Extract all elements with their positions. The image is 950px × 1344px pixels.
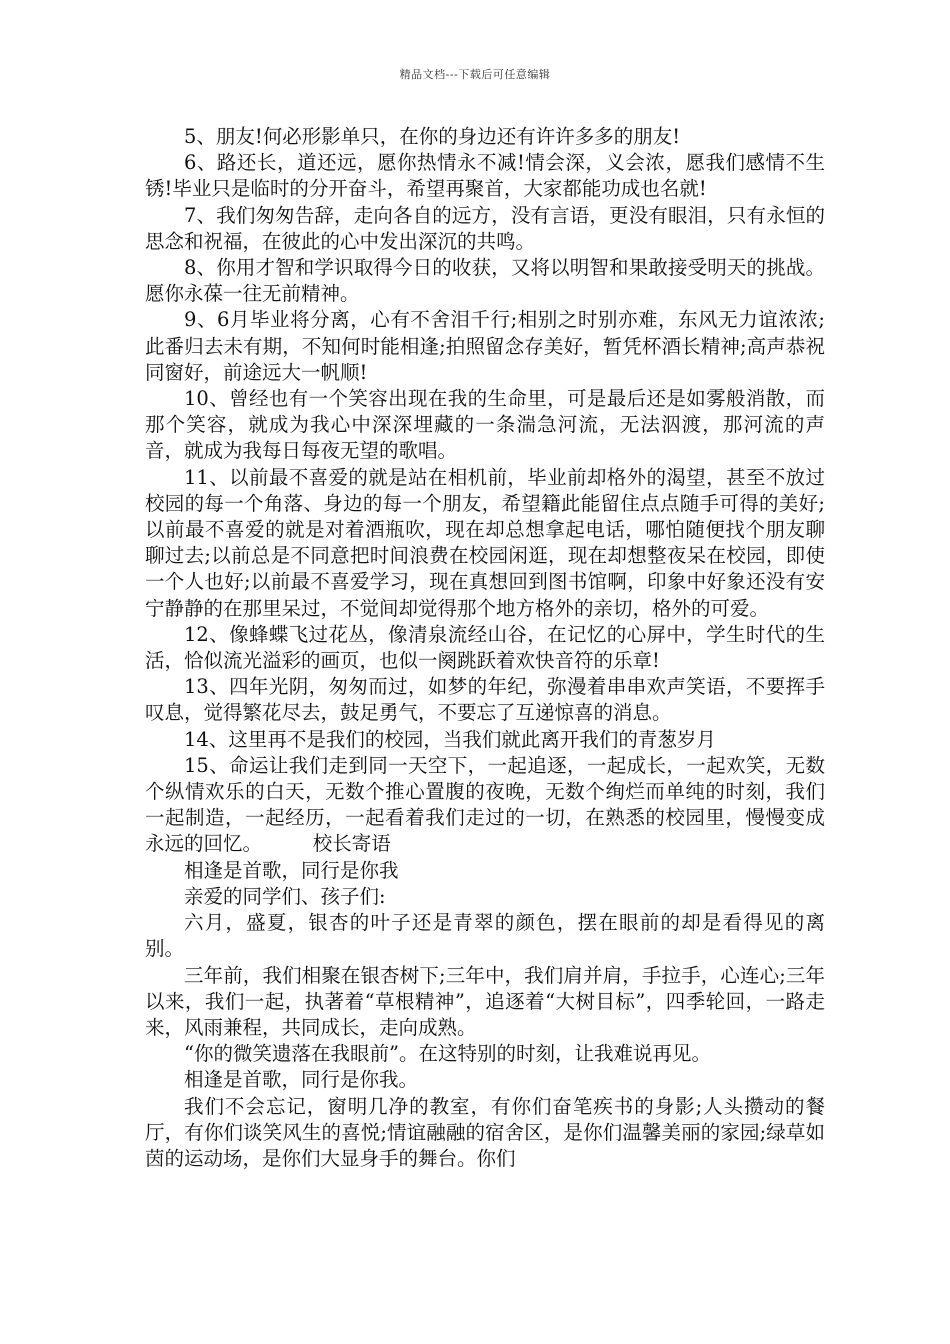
paragraph-6: 6、路还长，道还远，愿你热情永不减!情会深，义会浓，愿我们感情不生锈!毕业只是临时的分开奋斗，希望再聚首，大家都能功成也名就!: [145, 151, 825, 201]
letter-paragraph-3: “你的微笑遗落在我眼前”。在这特别的时刻，让我难说再见。: [184, 1042, 711, 1066]
letter-paragraph-4: 相逢是首歌，同行是你我。: [184, 1068, 419, 1092]
paragraph-10: 10、曾经也有一个笑容出现在我的生命里，可是最后还是如雾般消散，而那个笑容，就成为我心中深深埋藏的一条湍急河流，无法泅渡，那河流的声音，就成为我每日每夜无望的歌唱。: [145, 387, 825, 463]
paragraph-5: 5、朋友!何必形影单只，在你的身边还有许许多多的朋友!: [184, 125, 681, 148]
paragraph-15: [145, 753, 825, 858]
paragraph-12: 12、像蜂蝶飞过花丛，像清泉流经山谷，在记忆的心屏中，学生时代的生活，恰似流光溢彩的画页，也似一阕跳跃着欢快音符的乐章!: [145, 622, 825, 673]
paragraph-8: 8、你用才智和学识取得今日的收获，又将以明智和果敢接受明天的挑战。愿你永葆一往无前精神。: [145, 256, 825, 306]
letter-paragraph-1: 六月，盛夏，银杏的叶子还是青翠的颜色，摆在眼前的却是看得见的离别。: [145, 911, 825, 961]
letter-paragraph-2: 三年前，我们相聚在银杏树下;三年中，我们肩并肩，手拉手，心连心;三年以来，我们一起，执著着“草根精神”，追逐着“大树目标”，四季轮回，一路走来，风雨兼程，共同成长，走向成熟。: [145, 963, 825, 1039]
paragraph-13: 13、四年光阴，匆匆而过，如梦的年纪，弥漫着串串欢声笑语，不要挥手叹息，觉得繁花尽去，鼓足勇气，不要忘了互递惊喜的消息。: [145, 675, 825, 725]
paragraph-14: 14、这里再不是我们的校园，当我们就此离开我们的青葱岁月: [184, 727, 716, 751]
letter-paragraph-5: 我们不会忘记，窗明几净的教室，有你们奋笔疾书的身影;人头攒动的餐厅，有你们谈笑风生的喜悦;情谊融融的宿舍区，是你们温馨美丽的家园;绿草如茵的运动场，是你们大显身手的舞台。你们: [145, 1094, 825, 1170]
section-title: 校长寄语: [312, 832, 391, 856]
letter-salutation: 亲爱的同学们、孩子们:: [184, 884, 386, 908]
letter-title: 相逢是首歌，同行是你我: [184, 858, 399, 882]
paragraph-15-text: 15、命运让我们走到同一天空下，一起追逐，一起成长，一起欢笑，无数个纵情欢乐的白天，无数个推心置腹的夜晚，无数个绚烂而单纯的时刻，我们一起制造，一起经历，一起看着我们走过的一切，在熟悉的校园里，慢慢变成永远的回忆。: [145, 753, 825, 856]
page-header: 精品文档---下载后可任意编辑: [399, 68, 551, 81]
paragraph-7: 7、我们匆匆告辞，走向各自的远方，没有言语，更没有眼泪，只有永恒的思念和祝福，在彼此的心中发出深沉的共鸣。: [145, 203, 825, 253]
paragraph-9: 9、6月毕业将分离，心有不舍泪千行;相别之时别亦难，东风无力谊浓浓;此番归去未有期，不知何时能相逢;拍照留念存美好，暂凭杯酒长精神;高声恭祝同窗好，前途远大一帆顺!: [145, 308, 825, 384]
paragraph-11: 11、以前最不喜爱的就是站在相机前，毕业前却格外的渴望，甚至不放过校园的每一个角落、身边的每一个朋友，希望籍此能留住点点随手可得的美好;以前最不喜爱的就是对着酒瓶吹，现在却总想拿起电话，哪怕随便找个朋友聊聊过去;以前总是不同意把时间浪费在校园闲逛，现在却想整夜呆在校园，即使一个人也好;以前最不喜爱学习，现在真想回到图书馆啊，印象中好象还没有安宁静静的在那里呆过，不觉间却觉得那个地方格外的亲切，格外的可爱。: [145, 465, 825, 620]
document-body: [145, 124, 825, 1172]
